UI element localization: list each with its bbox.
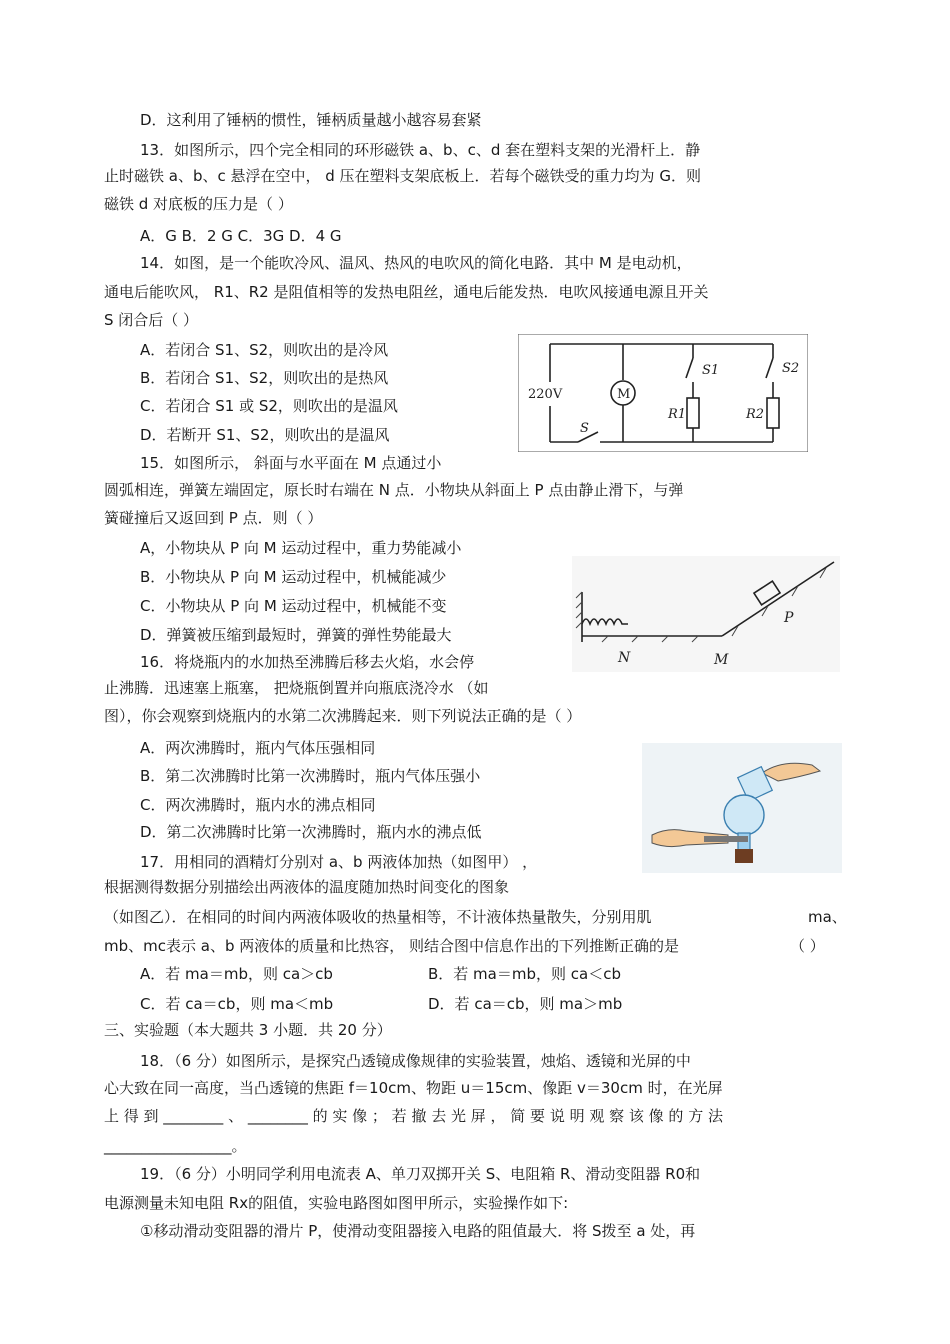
resistor-r1-label: R1: [668, 407, 687, 422]
text-line: A．G B．2 G C．3G D．4 G: [140, 227, 342, 245]
switch-s2-label: S2: [782, 361, 800, 376]
text-line: _________________。: [104, 1137, 247, 1155]
text-line: 三、实验题（本大题共 3 小题．共 20 分）: [104, 1021, 392, 1039]
text-line: A，小物块从 P 向 M 运动过程中，重力势能减小: [140, 539, 462, 557]
text-line: 13．如图所示，四个完全相同的环形磁铁 a、b、c、d 套在塑料支架的光滑杆上．静: [140, 141, 701, 159]
text-line: D．第二次沸腾时比第一次沸腾时，瓶内水的沸点低: [140, 823, 482, 841]
text-line: 16．将烧瓶内的水加热至沸腾后移去火焰，水会停: [140, 653, 475, 671]
switch-s1-label: S1: [702, 363, 720, 378]
text-line: 15．如图所示， 斜面与水平面在 M 点通过小: [140, 454, 442, 472]
text-line: S 闭合后（ ）: [104, 311, 199, 329]
motor-label: M: [617, 387, 631, 402]
text-line: C．小物块从 P 向 M 运动过程中，机械能不变: [140, 597, 447, 615]
text-line: 17．用相同的酒精灯分别对 a、b 两液体加热（如图甲） ，: [140, 853, 538, 871]
text-line: D．弹簧被压缩到最短时，弹簧的弹性势能最大: [140, 626, 452, 644]
text-line: B．若 ma＝mb，则 ca＜cb: [428, 965, 621, 983]
text-line: ①移动滑动变阻器的滑片 P，使滑动变阻器接入电路的阻值最大．将 S拨至 a 处，再: [140, 1222, 696, 1240]
text-line: A．两次沸腾时，瓶内气体压强相同: [140, 739, 376, 757]
text-line: 通电后能吹风， R1、R2 是阻值相等的发热电阻丝，通电后能发热．电吹风接通电源且开关: [104, 283, 709, 301]
text-line: C．若闭合 S1 或 S2，则吹出的是温风: [140, 397, 398, 415]
text-line: B．第二次沸腾时比第一次沸腾时，瓶内气体压强小: [140, 767, 481, 785]
text-line: 磁铁 d 对底板的压力是（ ）: [104, 195, 293, 213]
text-line: 根据测得数据分别描绘出两液体的温度随加热时间变化的图象: [104, 878, 510, 896]
text-line: 19．（6 分）小明同学利用电流表 A、单刀双掷开关 S、电阻箱 R、滑动变阻器 R0和: [140, 1165, 701, 1183]
text-line: （ ）: [790, 937, 825, 955]
flask-boiling-figure: [642, 743, 842, 873]
text-line: 圆弧相连，弹簧左端固定，原长时右端在 N 点．小物块从斜面上 P 点由静止滑下，与弹: [104, 481, 684, 499]
text-line: B．小物块从 P 向 M 运动过程中，机械能减少: [140, 568, 447, 586]
text-line: （如图乙）．在相同的时间内两液体吸收的热量相等，不计液体热量散失，分别用肌: [104, 908, 652, 926]
point-p-label: P: [784, 610, 794, 626]
text-line: D．若 ca＝cb，则 ma＞mb: [428, 995, 623, 1013]
text-line: ma、: [808, 908, 847, 926]
voltage-label: 220V: [528, 387, 563, 402]
text-line: 心大致在同一高度，当凸透镜的焦距 f＝10cm、物距 u＝15cm、像距 v＝30cm 时，在光屏: [104, 1079, 723, 1097]
text-line: C．若 ca＝cb，则 ma＜mb: [140, 995, 334, 1013]
resistor-r2-label: R2: [746, 407, 765, 422]
text-line: 图），你会观察到烧瓶内的水第二次沸腾起来．则下列说法正确的是（ ）: [104, 707, 582, 725]
text-line: D．这利用了锤柄的惯性，锤柄质量越小越容易套紧: [140, 111, 482, 129]
text-line: B．若闭合 S1、S2，则吹出的是热风: [140, 369, 389, 387]
hair-dryer-circuit-figure: [518, 334, 808, 452]
text-line: 簧碰撞后又返回到 P 点．则（ ）: [104, 509, 323, 527]
switch-s-label: S: [580, 421, 589, 436]
text-line: A．若闭合 S1、S2，则吹出的是冷风: [140, 341, 389, 359]
point-m-label: M: [714, 652, 729, 668]
text-line: C．两次沸腾时，瓶内水的沸点相同: [140, 796, 376, 814]
text-line: 14．如图，是一个能吹冷风、温风、热风的电吹风的简化电路．其中 M 是电动机，: [140, 254, 692, 272]
point-n-label: N: [618, 650, 631, 666]
text-line: 止沸腾．迅速塞上瓶塞， 把烧瓶倒置并向瓶底浇冷水 （如: [104, 679, 489, 697]
text-line: 电源测量未知电阻 Rx的阻值，实验电路图如图甲所示，实验操作如下:: [104, 1194, 569, 1212]
text-line: 止时磁铁 a、b、c 悬浮在空中， d 压在塑料支架底板上．若每个磁铁受的重力均为 G．则: [104, 167, 701, 185]
incline-spring-figure: [572, 556, 840, 672]
text-line: 上 得 到 ________ 、 ________ 的 实 像 ； 若 撤 去 光 屏 ， 简 要 说 明 观 察 该 像 的 方 法: [104, 1107, 723, 1125]
text-line: 18．（6 分）如图所示，是探究凸透镜成像规律的实验装置，烛焰、透镜和光屏的中: [140, 1052, 691, 1070]
text-line: A．若 ma＝mb，则 ca＞cb: [140, 965, 333, 983]
text-line: mb、mc表示 a、b 两液体的质量和比热容， 则结合图中信息作出的下列推断正确的是: [104, 937, 680, 955]
text-line: D．若断开 S1、S2，则吹出的是温风: [140, 426, 390, 444]
